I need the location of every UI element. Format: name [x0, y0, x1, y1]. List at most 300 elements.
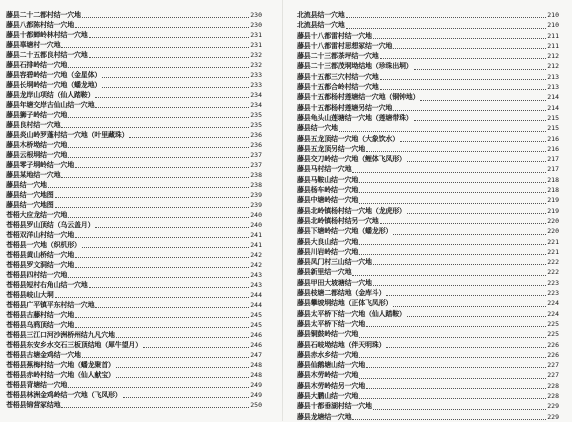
- dot-leader: [61, 47, 249, 48]
- entry-page-number: 234: [250, 91, 262, 99]
- dot-leader: [366, 367, 546, 368]
- entry-title: 苍梧县黄山桥结一穴地: [6, 250, 74, 259]
- dot-leader: [346, 17, 547, 18]
- entry-title: 苍梧县一穴地（织机形）: [6, 240, 81, 249]
- index-entry: [6, 190, 262, 200]
- dot-leader: [68, 157, 249, 158]
- entry-page-number: 222: [547, 268, 559, 277]
- entry-page-number: 227: [547, 361, 559, 370]
- index-entry: [297, 247, 559, 257]
- entry-page-number: 234: [250, 101, 262, 109]
- dot-leader: [95, 97, 249, 98]
- entry-title: 藤县下塘岭结一穴地（蟠龙形）: [297, 226, 393, 236]
- dot-leader: [75, 327, 249, 328]
- entry-page-number: 213: [547, 83, 559, 92]
- dot-leader: [359, 244, 546, 245]
- entry-title: 藤县五龙顶结一穴地（大象饮水）: [297, 133, 399, 143]
- entry-title: 苍梧县林洲金鸡岭结一穴地（飞凤形）: [6, 390, 122, 399]
- index-entry: [6, 340, 262, 350]
- entry-page-number: 246: [250, 331, 262, 339]
- entry-title: 藤县二十五都良村结一穴地: [6, 50, 88, 59]
- index-entry: [297, 360, 559, 370]
- entry-title: 藤县十八都雷村结一穴地: [297, 30, 372, 40]
- entry-page-number: 237: [250, 161, 262, 169]
- entry-title: 藤县仙鹅塘山结一穴地: [297, 360, 365, 370]
- index-entry: [297, 288, 559, 298]
- index-entry: [6, 30, 262, 40]
- entry-page-number: 218: [547, 186, 559, 195]
- entry-title: 藤县五龙顶另结一穴地: [297, 143, 365, 153]
- entry-page-number: 239: [250, 191, 262, 199]
- dot-leader: [68, 277, 249, 278]
- entry-page-number: 220: [547, 227, 559, 236]
- dot-leader: [393, 110, 546, 111]
- index-entry: [6, 80, 262, 90]
- entry-title: 藤县攀坡垌结地（正体飞凤形）: [297, 298, 393, 308]
- entry-page-number: 229: [547, 402, 559, 411]
- entry-title: 藤县某地结一穴地: [6, 170, 61, 179]
- dot-leader: [61, 127, 249, 128]
- entry-page-number: 241: [250, 241, 262, 249]
- dot-leader: [366, 326, 546, 327]
- dot-leader: [143, 347, 249, 348]
- index-entry: [6, 310, 262, 320]
- dot-leader: [407, 213, 546, 214]
- entry-page-number: 210: [547, 21, 559, 30]
- entry-title: 藤县结一穴地: [6, 180, 47, 189]
- dot-leader: [386, 347, 546, 348]
- index-entry: [297, 267, 559, 277]
- index-entry: [297, 20, 559, 30]
- entry-title: 藤县二十二都村结一穴地: [6, 10, 81, 19]
- entry-title: 苍梧县岐山大垌: [6, 290, 54, 299]
- dot-leader: [89, 57, 250, 58]
- entry-page-number: 244: [250, 291, 262, 299]
- index-entry: [297, 237, 559, 247]
- entry-page-number: 243: [250, 271, 262, 279]
- entry-title: 藤县赤水乡结一穴地: [297, 349, 359, 359]
- entry-page-number: 212: [547, 62, 559, 71]
- dot-leader: [68, 217, 249, 218]
- dot-leader: [420, 100, 546, 101]
- index-entry: [297, 51, 559, 61]
- dot-leader: [359, 337, 546, 338]
- entry-page-number: 239: [250, 201, 262, 209]
- dot-leader: [75, 167, 249, 168]
- entry-title: 藤县长垌岭结一穴地（蟠龙地）: [6, 80, 102, 89]
- dot-leader: [75, 27, 249, 28]
- entry-page-number: 215: [547, 113, 559, 122]
- index-entry: [297, 226, 559, 236]
- entry-page-number: 225: [547, 330, 559, 339]
- index-entry: [6, 320, 262, 330]
- entry-title: 苍梧县古塘金鸡结一穴地: [6, 350, 81, 359]
- dot-leader: [61, 407, 249, 408]
- dot-leader: [373, 38, 546, 39]
- entry-page-number: 230: [250, 21, 262, 29]
- dot-leader: [95, 107, 249, 108]
- entry-page-number: 216: [547, 134, 559, 143]
- dot-leader: [373, 264, 546, 265]
- entry-title: 苍梧双洋山村结一穴地: [6, 230, 74, 239]
- index-entry: [297, 298, 559, 308]
- index-entry: [6, 140, 262, 150]
- dot-leader: [102, 77, 249, 78]
- index-entry: [297, 401, 559, 411]
- dot-leader: [407, 161, 546, 162]
- index-entry: [297, 329, 559, 339]
- entry-title: 苍梧县罗山顶结（乌云盖月）: [6, 220, 95, 229]
- entry-title: 藤县杨车岭结一穴地: [297, 185, 359, 195]
- dot-leader: [55, 207, 250, 208]
- index-entry: [6, 390, 262, 400]
- index-entry: [6, 100, 262, 110]
- entry-page-number: 228: [547, 391, 559, 400]
- entry-title: 苍梧县短村右角山结一穴地: [6, 280, 88, 289]
- index-entry: [297, 72, 559, 82]
- dot-leader: [68, 147, 249, 148]
- dot-leader: [380, 79, 547, 80]
- entry-page-number: 229: [547, 412, 559, 421]
- entry-title: 藤县十都垂湖村结一穴地: [297, 401, 372, 411]
- entry-title: 藤县木劳岭结一穴地: [297, 370, 359, 380]
- entry-title: 藤县马村结一穴地: [297, 164, 352, 174]
- entry-title: 藤县太平桥下结一穴地（仙人踏鞍）: [297, 308, 406, 318]
- dot-leader: [359, 203, 546, 204]
- entry-title: 藤县木劳岭结另一穴地: [297, 380, 365, 390]
- index-entry: [6, 370, 262, 380]
- entry-title: 藤县结一穴地图: [6, 200, 54, 209]
- entry-page-number: 242: [250, 251, 262, 259]
- index-entry: [297, 257, 559, 267]
- dot-leader: [380, 223, 547, 224]
- dot-leader: [75, 237, 249, 238]
- entry-page-number: 226: [547, 350, 559, 359]
- dot-leader: [55, 297, 250, 298]
- index-entry: [6, 300, 262, 310]
- entry-page-number: 222: [547, 258, 559, 267]
- entry-title: 苍梧县三江口河沙洲桥州结九凡穴地: [6, 330, 115, 339]
- index-entry: [297, 195, 559, 205]
- entry-title: 藤县甲田大坡塘结一穴地: [297, 277, 372, 287]
- entry-page-number: 221: [547, 237, 559, 246]
- entry-page-number: 221: [547, 247, 559, 256]
- dot-leader: [129, 137, 249, 138]
- dot-leader: [414, 69, 547, 70]
- index-entry: [6, 130, 262, 140]
- index-entry: [6, 10, 262, 20]
- index-entry: [6, 250, 262, 260]
- dot-leader: [339, 131, 546, 132]
- index-entry: [6, 280, 262, 290]
- dot-leader: [366, 151, 546, 152]
- index-entry: [6, 270, 262, 280]
- entry-title: 苍梧县乌鸦顶结一穴地: [6, 320, 74, 329]
- dot-leader: [352, 419, 546, 420]
- index-entry: [297, 340, 559, 350]
- entry-title: 藤县年塘交岸古仙山结一穴地: [6, 100, 95, 109]
- entry-title: 苍梧县广平镇平东村结一穴地: [6, 300, 95, 309]
- entry-title: 藤县枝塘二都结地（金库斗）: [297, 288, 386, 298]
- dot-leader: [373, 409, 546, 410]
- entry-page-number: 235: [250, 121, 262, 129]
- entry-page-number: 232: [250, 51, 262, 59]
- entry-page-number: 231: [250, 31, 262, 39]
- entry-page-number: 235: [250, 111, 262, 119]
- entry-page-number: 211: [547, 31, 559, 40]
- entry-title: 藤县大鹏山结一穴地: [297, 390, 359, 400]
- entry-page-number: 233: [250, 81, 262, 89]
- entry-title: 藤县龙塘结一穴地: [297, 411, 352, 421]
- entry-title: 苍梧县锦营冢结地: [6, 400, 61, 409]
- entry-page-number: 248: [250, 371, 262, 379]
- index-entry: [297, 144, 559, 154]
- dot-leader: [352, 275, 546, 276]
- entry-title: 藤县川岩岭结一穴地: [297, 246, 359, 256]
- index-entry: [6, 330, 262, 340]
- index-entry: [6, 90, 262, 100]
- entry-title: 苍梧县背塘结一穴地: [6, 380, 68, 389]
- dot-leader: [386, 295, 546, 296]
- dot-leader: [48, 187, 249, 188]
- dot-leader: [352, 172, 546, 173]
- entry-title: 藤县良村结一穴地: [6, 120, 61, 129]
- entry-page-number: 243: [250, 281, 262, 289]
- entry-page-number: 225: [547, 319, 559, 328]
- entry-page-number: 232: [250, 61, 262, 69]
- entry-page-number: 236: [250, 131, 262, 139]
- dot-leader: [75, 317, 249, 318]
- index-entry: [6, 240, 262, 250]
- index-entry: [6, 40, 262, 50]
- entry-page-number: 245: [250, 311, 262, 319]
- dot-leader: [380, 58, 547, 59]
- index-entry: [297, 61, 559, 71]
- dot-leader: [359, 192, 546, 193]
- index-entry: [297, 175, 559, 185]
- entry-title: 藤县炎山岭罗蓬村结一穴地（叶里藏珠）: [6, 130, 129, 139]
- entry-page-number: 245: [250, 321, 262, 329]
- entry-title: 苍梧大应龙结一穴地: [6, 210, 68, 219]
- dot-leader: [89, 37, 250, 38]
- entry-title: 藤县十八都雷村思想冢结一穴地: [297, 40, 393, 50]
- dot-leader: [366, 388, 546, 389]
- dot-leader: [359, 378, 546, 379]
- index-entry: [6, 60, 262, 70]
- dot-leader: [400, 141, 546, 142]
- index-entry: [6, 360, 262, 370]
- index-entry: [297, 309, 559, 319]
- index-entry: [6, 290, 262, 300]
- entry-page-number: 217: [547, 165, 559, 174]
- entry-title: 藤县十五都三穴村结一穴地: [297, 71, 379, 81]
- entry-page-number: 238: [250, 171, 262, 179]
- dot-leader: [380, 89, 547, 90]
- dot-leader: [116, 337, 249, 338]
- index-entry: [6, 110, 262, 120]
- dot-leader: [393, 48, 546, 49]
- dot-leader: [414, 120, 547, 121]
- dot-leader: [82, 17, 249, 18]
- entry-title: 藤县太平桥下结一穴地: [297, 318, 365, 328]
- entry-title: 苍梧县赤岭村结一穴地（仙人献宝）: [6, 370, 115, 379]
- entry-page-number: 240: [250, 221, 262, 229]
- entry-page-number: 236: [250, 141, 262, 149]
- entry-page-number: 248: [250, 361, 262, 369]
- entry-title: 藤县新里结一穴地: [297, 267, 352, 277]
- dot-leader: [407, 316, 546, 317]
- entry-page-number: 219: [547, 206, 559, 215]
- entry-page-number: 237: [250, 151, 262, 159]
- entry-page-number: 238: [250, 181, 262, 189]
- dot-leader: [82, 357, 249, 358]
- entry-page-number: 210: [547, 11, 559, 19]
- entry-title: 藤县中塘岭结一穴地: [297, 195, 359, 205]
- entry-page-number: 244: [250, 301, 262, 309]
- entry-page-number: 246: [250, 341, 262, 349]
- index-entry: [297, 412, 559, 422]
- index-entry: [6, 150, 262, 160]
- index-entry: [297, 391, 559, 401]
- entry-page-number: 231: [250, 41, 262, 49]
- dot-leader: [75, 267, 249, 268]
- entry-page-number: 250: [250, 401, 262, 409]
- index-entry: [297, 134, 559, 144]
- index-entry: [297, 103, 559, 113]
- index-entry: [6, 20, 262, 30]
- entry-title: 藤县十五都杨村莲塘结一穴地（铜钟地）: [297, 92, 420, 102]
- entry-title: 藤县二十三都茂垌坳结地（珍珠出垌）: [297, 61, 413, 71]
- dot-leader: [359, 182, 546, 183]
- dot-leader: [346, 28, 547, 29]
- index-entry: [297, 92, 559, 102]
- entry-page-number: 219: [547, 196, 559, 205]
- entry-title: 藤县容碧岭结一穴地（金星体）: [6, 70, 102, 79]
- entry-title: 藤县十五都杨村莲塘另结一穴地: [297, 102, 393, 112]
- entry-page-number: 233: [250, 71, 262, 79]
- index-entry: [297, 10, 559, 20]
- index-entry: [6, 200, 262, 210]
- dot-leader: [95, 307, 249, 308]
- entry-title: 藤县狮子岭结一穴地: [6, 110, 68, 119]
- entry-page-number: 211: [547, 41, 559, 50]
- index-entry: [297, 31, 559, 41]
- dot-leader: [393, 234, 546, 235]
- entry-title: 藤县八都陈村结一穴地: [6, 20, 74, 29]
- dot-leader: [95, 227, 249, 228]
- index-entry: [297, 154, 559, 164]
- index-entry: [297, 185, 559, 195]
- entry-page-number: 228: [547, 381, 559, 390]
- index-entry: [6, 170, 262, 180]
- index-entry: [297, 381, 559, 391]
- entry-title: 藤县铜鼓岭结一穴地: [297, 329, 359, 339]
- index-entry: [6, 70, 262, 80]
- entry-page-number: 213: [547, 72, 559, 81]
- index-entry: [297, 370, 559, 380]
- entry-title: 藤县结一穴地: [297, 123, 338, 133]
- entry-title: 藤县二十三都茶坪结一穴地: [297, 51, 379, 61]
- entry-page-number: 230: [250, 11, 262, 19]
- entry-page-number: 214: [547, 103, 559, 112]
- entry-page-number: 214: [547, 93, 559, 102]
- index-entry: [297, 216, 559, 226]
- entry-title: 藤县北岭镇杨村结另一穴地: [297, 215, 379, 225]
- entry-title: 苍梧县蕉梅村结一穴地（蟠龙聚首）: [6, 360, 115, 369]
- index-entry: [6, 220, 262, 230]
- index-entry: [297, 206, 559, 216]
- entry-title: 藤县北岭镇杨村结一穴地（龙虎形）: [297, 205, 406, 215]
- left-index-column: [6, 10, 262, 410]
- entry-page-number: 226: [547, 340, 559, 349]
- entry-title: 藤县结一穴地图: [6, 190, 54, 199]
- entry-title: 苍梧县东安乡水交石三板顶结地（犀牛望月）: [6, 340, 142, 349]
- dot-leader: [61, 177, 249, 178]
- entry-title: 苍梧县罗文洞结一穴地: [6, 260, 74, 269]
- index-entry: [6, 400, 262, 410]
- entry-page-number: 223: [547, 278, 559, 287]
- entry-page-number: 241: [250, 231, 262, 239]
- dot-leader: [123, 397, 250, 398]
- dot-leader: [55, 197, 250, 198]
- dot-leader: [68, 387, 249, 388]
- entry-page-number: 216: [547, 144, 559, 153]
- index-entry: [6, 380, 262, 390]
- entry-title: 苍梧县古藤村结一穴地: [6, 310, 74, 319]
- page-gutter: [282, 0, 283, 421]
- dot-leader: [75, 257, 249, 258]
- entry-page-number: 240: [250, 211, 262, 219]
- index-entry: [6, 50, 262, 60]
- dot-leader: [373, 285, 546, 286]
- entry-title: 藤县凤门村三山结一穴地: [297, 257, 372, 267]
- entry-page-number: 218: [547, 175, 559, 184]
- dot-leader: [68, 67, 249, 68]
- entry-title: 藤县石排岭结一穴地: [6, 60, 68, 69]
- dot-leader: [102, 87, 249, 88]
- index-entry: [297, 113, 559, 123]
- entry-title: 藤县零子垌岭结一穴地: [6, 160, 74, 169]
- index-entry: [297, 123, 559, 133]
- entry-title: 苍梧县四村结一穴地: [6, 270, 68, 279]
- dot-leader: [359, 398, 546, 399]
- entry-title: 藤县大良山结一穴地: [297, 236, 359, 246]
- index-entry: [6, 160, 262, 170]
- entry-page-number: 249: [250, 391, 262, 399]
- entry-page-number: 220: [547, 216, 559, 225]
- entry-page-number: 247: [250, 351, 262, 359]
- entry-title: 藤县十五都合岭村结一穴地: [297, 82, 379, 92]
- dot-leader: [359, 357, 546, 358]
- index-entry: [6, 260, 262, 270]
- dot-leader: [89, 287, 250, 288]
- index-entry: [6, 230, 262, 240]
- entry-page-number: 242: [250, 261, 262, 269]
- entry-page-number: 224: [547, 299, 559, 308]
- entry-title: 藤县木桥坳结一穴地: [6, 140, 68, 149]
- right-index-column: [297, 10, 559, 422]
- index-entry: [297, 278, 559, 288]
- entry-title: 藤县马鞍山结一穴地: [297, 174, 359, 184]
- dot-leader: [116, 367, 249, 368]
- entry-title: 藤县交刀岭结一穴地（鲤体飞凤形）: [297, 154, 406, 164]
- index-entry: [6, 210, 262, 220]
- index-entry: [297, 164, 559, 174]
- entry-title: 藤县十都蝉岭林村结一穴地: [6, 30, 88, 39]
- entry-title: 藤县龟头山莲塘结一穴地（莲塘带珠）: [297, 112, 413, 122]
- index-entry: [6, 180, 262, 190]
- entry-title: 北流县结一穴地: [297, 20, 345, 30]
